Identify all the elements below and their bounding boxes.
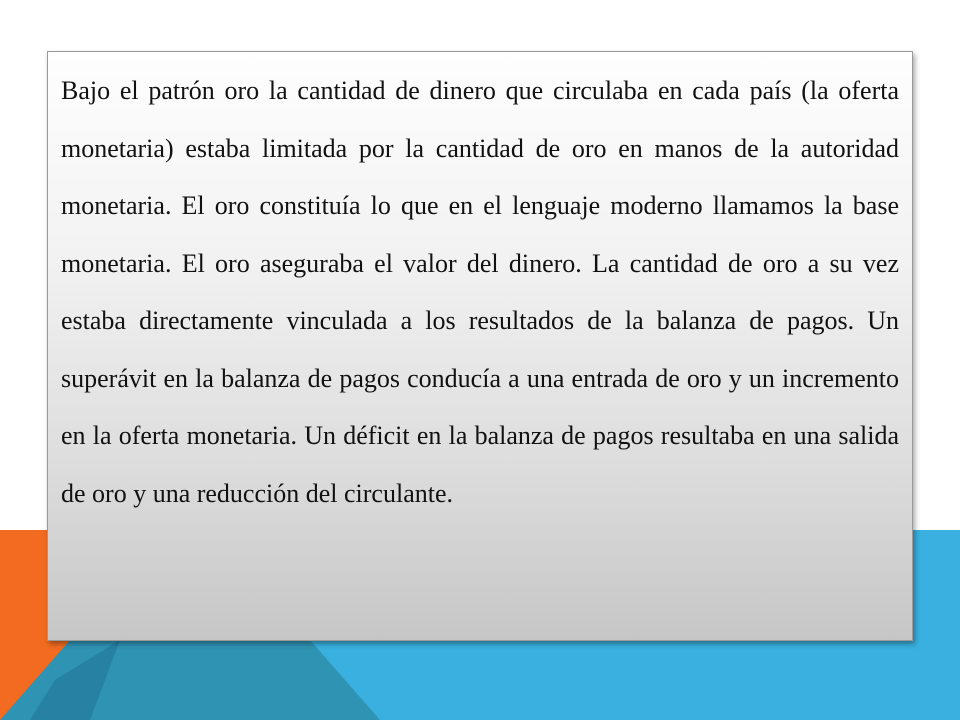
text-box — [47, 51, 913, 641]
body-paragraph: Bajo el patrón oro la cantidad de dinero que circulaba en cada país (la oferta monetaria) estaba limitada por la cantidad de oro en manos de la autoridad monetaria. El oro constituía lo que en el lenguaje moderno llamamos la base monetaria. El oro aseguraba el valor del dinero. La cantidad de oro a su vez estaba directamente vinculada a los resultados de la balanza de pagos. Un superávit en la balanza de pagos conducía a una entrada de oro y un incremento en la oferta monetaria. Un déficit en la balanza de pagos resultaba en una salida de oro y una reducción del circulante. — [61, 76, 899, 508]
